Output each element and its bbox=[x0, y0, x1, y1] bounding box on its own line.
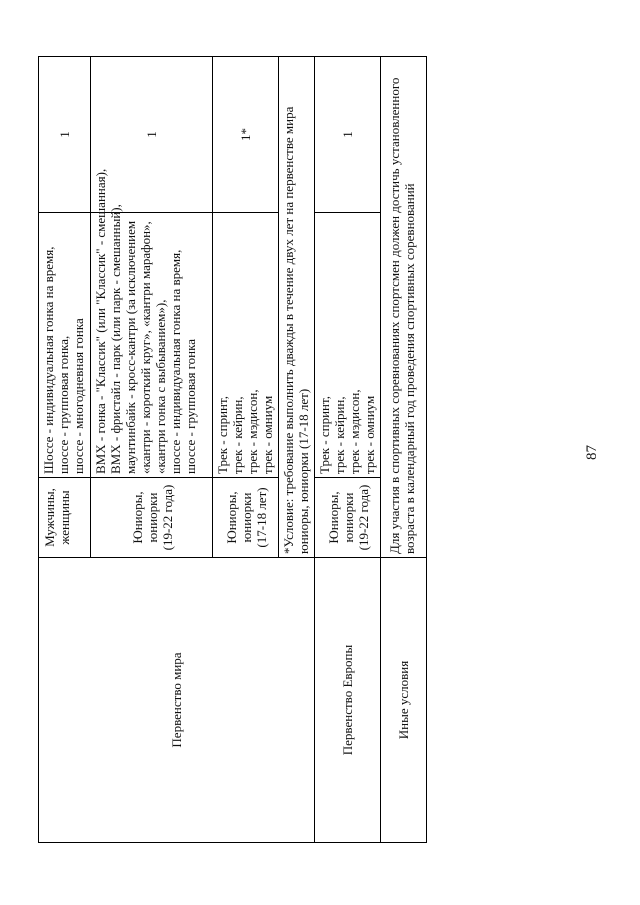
discipline-line: Шоссе - индивидуальная гонка на время, bbox=[41, 246, 56, 474]
disciplines-cell bbox=[91, 168, 213, 478]
disciplines-cell bbox=[213, 213, 279, 478]
competition-name: Первенство мира bbox=[169, 652, 184, 748]
table-row bbox=[39, 57, 91, 843]
age-line: Юниоры, bbox=[223, 491, 239, 544]
discipline-line: трек - кейрин, bbox=[332, 396, 347, 474]
age-cell bbox=[39, 478, 91, 558]
discipline-line: трек - мэдисон, bbox=[347, 389, 362, 474]
table-row bbox=[315, 57, 381, 843]
age-line: юниорки bbox=[340, 492, 356, 543]
discipline-line: BMX - гонка - "Классик" (или "Классик" - смешанная), bbox=[93, 168, 108, 474]
age-cell bbox=[315, 478, 381, 558]
count-cell bbox=[91, 57, 213, 213]
age-line: Мужчины, bbox=[42, 488, 57, 547]
discipline-line: трек - омниум bbox=[362, 395, 377, 474]
discipline-line: маунтинбайк - кросс-кантри (за исключением «кантри - короткий круг», «кантри марафон», «кантри гонка с выбыванием»), bbox=[123, 220, 168, 474]
discipline-line: шоссе - индивидуальная гонка на время, bbox=[168, 249, 183, 474]
count-cell bbox=[39, 57, 91, 213]
age-cell bbox=[91, 478, 213, 558]
count-value: 1* bbox=[238, 128, 253, 141]
table-row bbox=[381, 57, 427, 843]
discipline-line: трек - кейрин, bbox=[230, 396, 245, 474]
discipline-line: шоссе - многодневная гонка bbox=[71, 318, 86, 474]
count-cell bbox=[213, 57, 279, 213]
age-cell bbox=[213, 478, 279, 558]
condition-title: Иные условия bbox=[396, 660, 411, 740]
discipline-line: трек - мэдисон, bbox=[245, 389, 260, 474]
page-number: 87 bbox=[584, 445, 600, 460]
discipline-line: трек - омниум bbox=[260, 395, 275, 474]
discipline-line: Трек - спринт, bbox=[317, 396, 332, 474]
age-line: юниорки bbox=[238, 492, 254, 543]
discipline-line: шоссе - групповая гонка, bbox=[56, 335, 71, 474]
discipline-line: BMX - фристайл - парк (или парк - смешанный), bbox=[108, 204, 123, 474]
competition-cell bbox=[39, 558, 315, 843]
count-value: 1 bbox=[144, 131, 159, 138]
count-value: 1 bbox=[57, 131, 72, 138]
count-value: 1 bbox=[340, 131, 355, 138]
age-line: (19-22 года) bbox=[355, 484, 371, 551]
age-line: Юниоры, bbox=[129, 491, 145, 544]
discipline-line: шоссе - групповая гонка bbox=[183, 338, 198, 474]
age-line: женщины bbox=[57, 490, 72, 545]
age-line: (19-22 года) bbox=[159, 484, 175, 551]
requirements-table bbox=[38, 56, 427, 843]
discipline-line: Трек - спринт, bbox=[215, 396, 230, 474]
count-cell bbox=[315, 57, 381, 213]
disciplines-cell bbox=[315, 213, 381, 478]
age-line: (17-18 лет) bbox=[253, 487, 269, 548]
age-line: Юниоры, bbox=[325, 491, 341, 544]
competition-cell bbox=[315, 558, 381, 843]
age-line: юниорки bbox=[144, 492, 160, 543]
world-note: *Условие: требование выполнить дважды в течение двух лет на первенстве мира юниоры, юниорки (17-18 лет) bbox=[281, 106, 311, 554]
competition-name: Первенство Европы bbox=[340, 644, 355, 756]
condition-text-cell bbox=[381, 57, 427, 558]
condition-text: Для участия в спортивных соревнованиях спортсмен должен достичь установленного возраста в календарный год проведения спортивных соревнований bbox=[387, 77, 417, 554]
note-cell bbox=[279, 57, 315, 558]
condition-title-cell bbox=[381, 558, 427, 843]
disciplines-cell bbox=[39, 213, 91, 478]
